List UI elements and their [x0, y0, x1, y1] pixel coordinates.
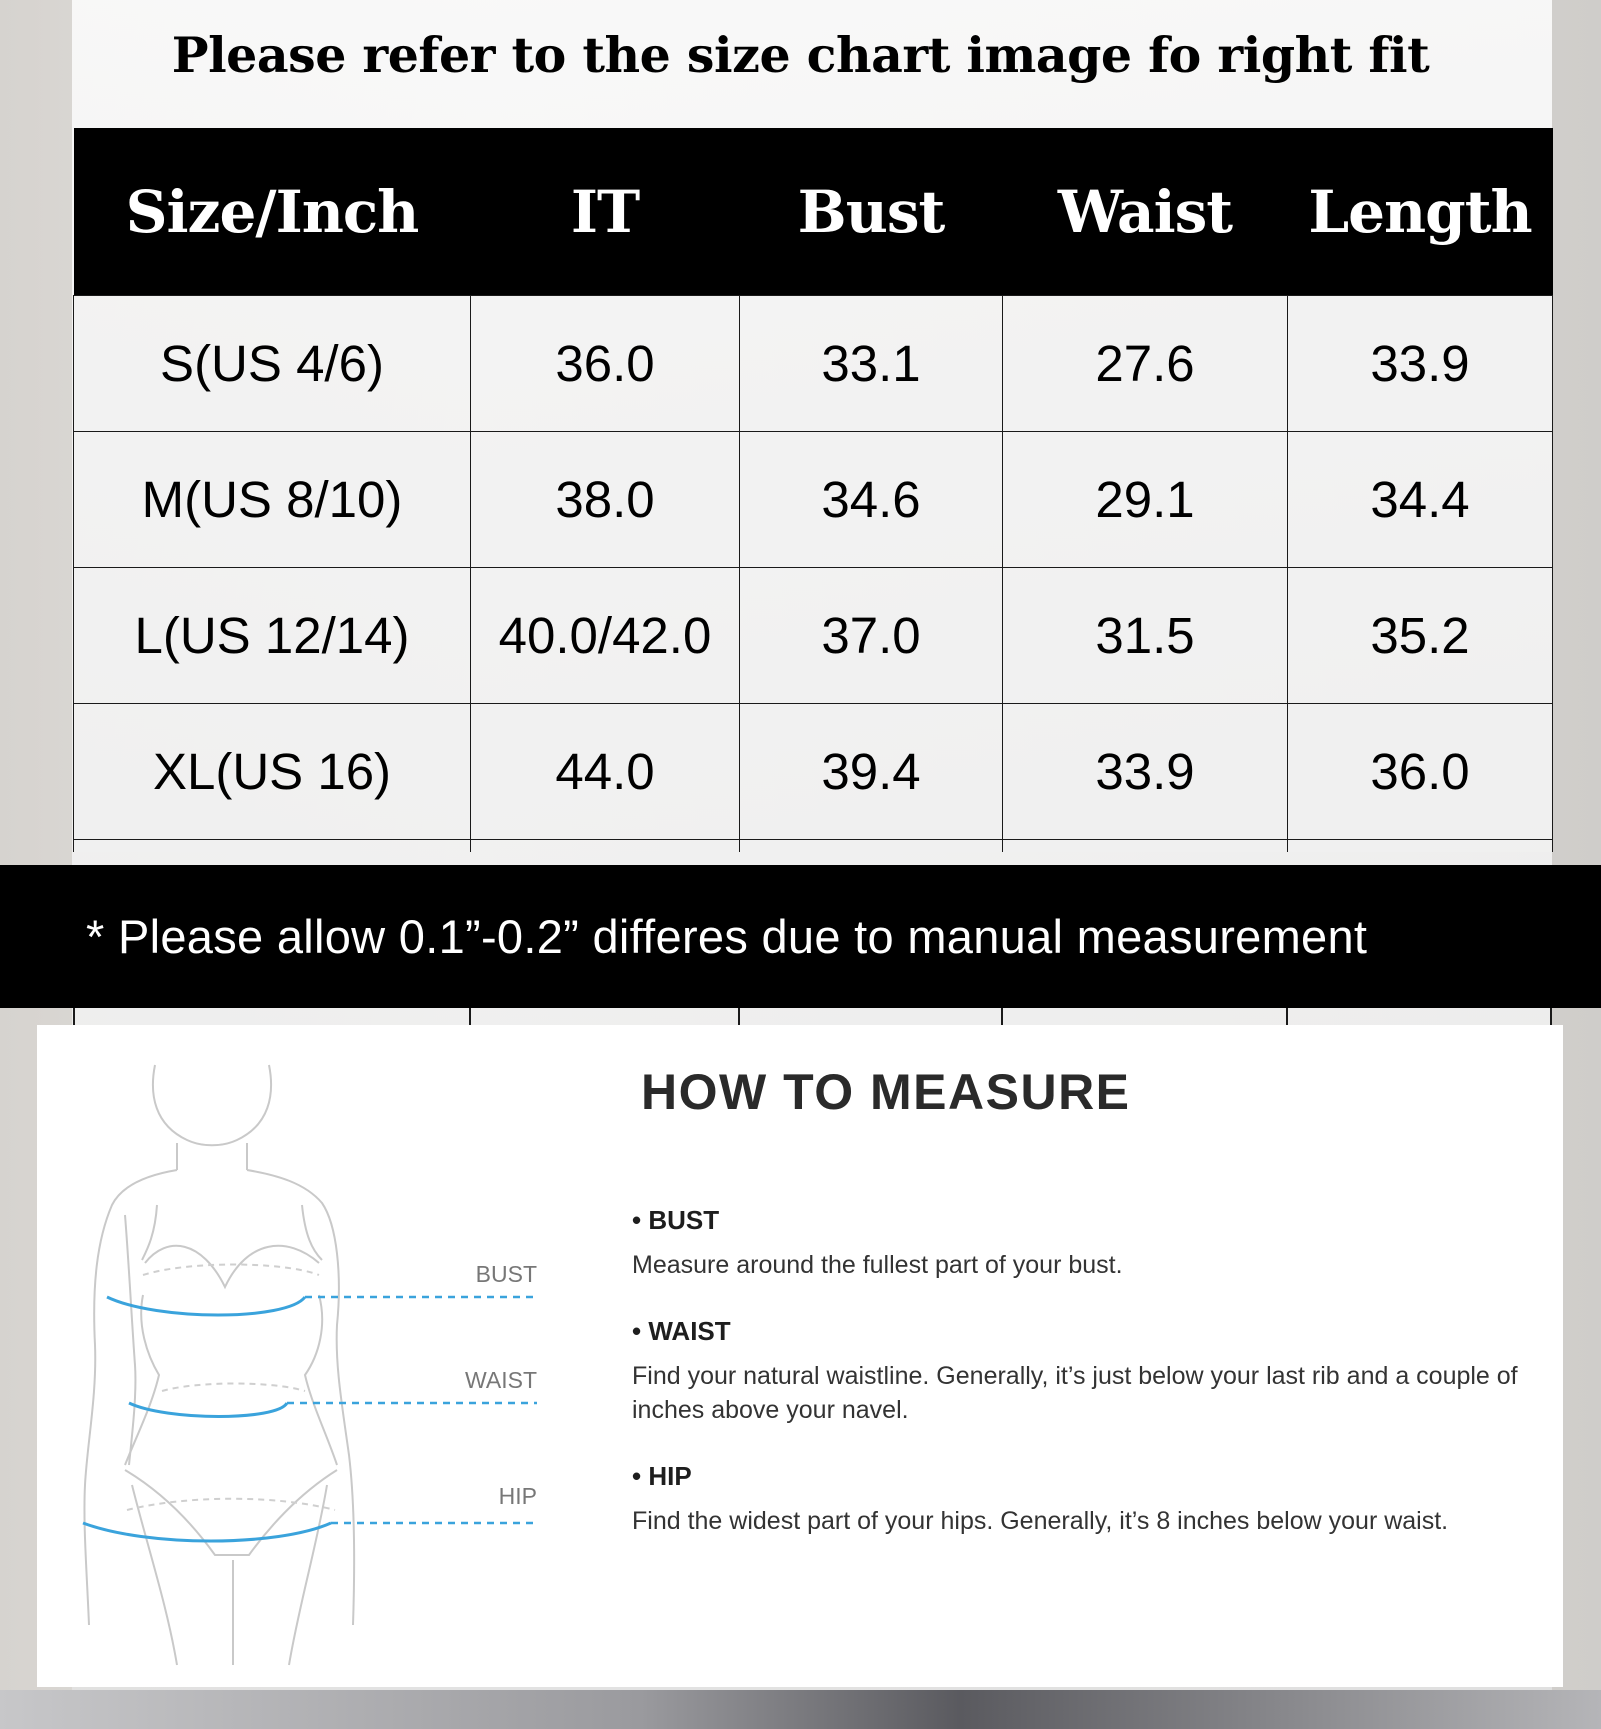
table-row — [74, 432, 1553, 568]
measure-item-hip — [632, 1461, 1552, 1538]
table-row — [74, 568, 1553, 704]
cell-size: XL(US 16) — [74, 704, 471, 840]
header-bust: Bust — [740, 128, 1003, 296]
cell-waist: 27.6 — [1003, 296, 1288, 432]
table-row-partial — [74, 840, 1553, 853]
measure-item-bust — [632, 1205, 1552, 1282]
cell-size: L(US 12/14) — [74, 568, 471, 704]
cell-it: 44.0 — [471, 704, 740, 840]
cell-bust: 39.4 — [740, 704, 1003, 840]
table-header-row — [74, 128, 1553, 296]
header-it: IT — [471, 128, 740, 296]
cell-it: 40.0/42.0 — [471, 568, 740, 704]
head-outline — [153, 1065, 271, 1145]
cell-bust: 34.6 — [740, 432, 1003, 568]
cell-waist: 31.5 — [1003, 568, 1288, 704]
how-to-measure-panel — [37, 1025, 1563, 1687]
cell-length: 36.0 — [1288, 704, 1553, 840]
measure-description: Find your natural waistline. Generally, it’s just below your last rib and a couple of inches above your navel. — [632, 1362, 1518, 1424]
size-chart-table — [73, 128, 1553, 852]
background-photo-strip — [0, 1690, 1601, 1729]
cell-length: 34.4 — [1288, 432, 1553, 568]
measure-description: Find the widest part of your hips. Generally, it’s 8 inches below your waist. — [632, 1507, 1449, 1535]
cell-it: 38.0 — [471, 432, 740, 568]
table-row — [74, 704, 1553, 840]
cell-bust: 33.1 — [740, 296, 1003, 432]
how-to-measure-title: HOW TO MEASURE — [641, 1064, 1131, 1120]
measurement-note-banner — [0, 865, 1601, 1008]
waist-measure-line — [129, 1403, 287, 1417]
cell-length: 33.9 — [1288, 296, 1553, 432]
measure-description: Measure around the fullest part of your bust. — [632, 1251, 1123, 1279]
bust-measure-line — [107, 1297, 305, 1315]
measure-heading: • HIP — [632, 1461, 692, 1491]
measure-heading: • BUST — [632, 1205, 720, 1235]
cell-size: S(US 4/6) — [74, 296, 471, 432]
hip-measure-line — [83, 1523, 331, 1541]
measure-heading: • WAIST — [632, 1316, 731, 1346]
measure-item-waist — [632, 1316, 1552, 1427]
cell-it: 36.0 — [471, 296, 740, 432]
header-size: Size/Inch — [74, 128, 471, 296]
cell-length: 35.2 — [1288, 568, 1553, 704]
body-measurement-figure — [37, 1025, 577, 1687]
cell-bust: 37.0 — [740, 568, 1003, 704]
cell-waist: 33.9 — [1003, 704, 1288, 840]
header-waist: Waist — [1003, 128, 1288, 296]
table-row — [74, 296, 1553, 432]
figure-label-hip: HIP — [498, 1483, 537, 1509]
cell-waist: 29.1 — [1003, 432, 1288, 568]
header-length: Length — [1288, 128, 1553, 296]
table-continuation-lines — [73, 1008, 1552, 1026]
figure-label-bust: BUST — [475, 1261, 537, 1287]
cell-size: M(US 8/10) — [74, 432, 471, 568]
figure-label-waist: WAIST — [465, 1367, 537, 1393]
page-title: Please refer to the size chart image fo right fit — [171, 26, 1430, 84]
measurement-note: * Please allow 0.1”-0.2” differes due to manual measurement — [86, 910, 1368, 963]
